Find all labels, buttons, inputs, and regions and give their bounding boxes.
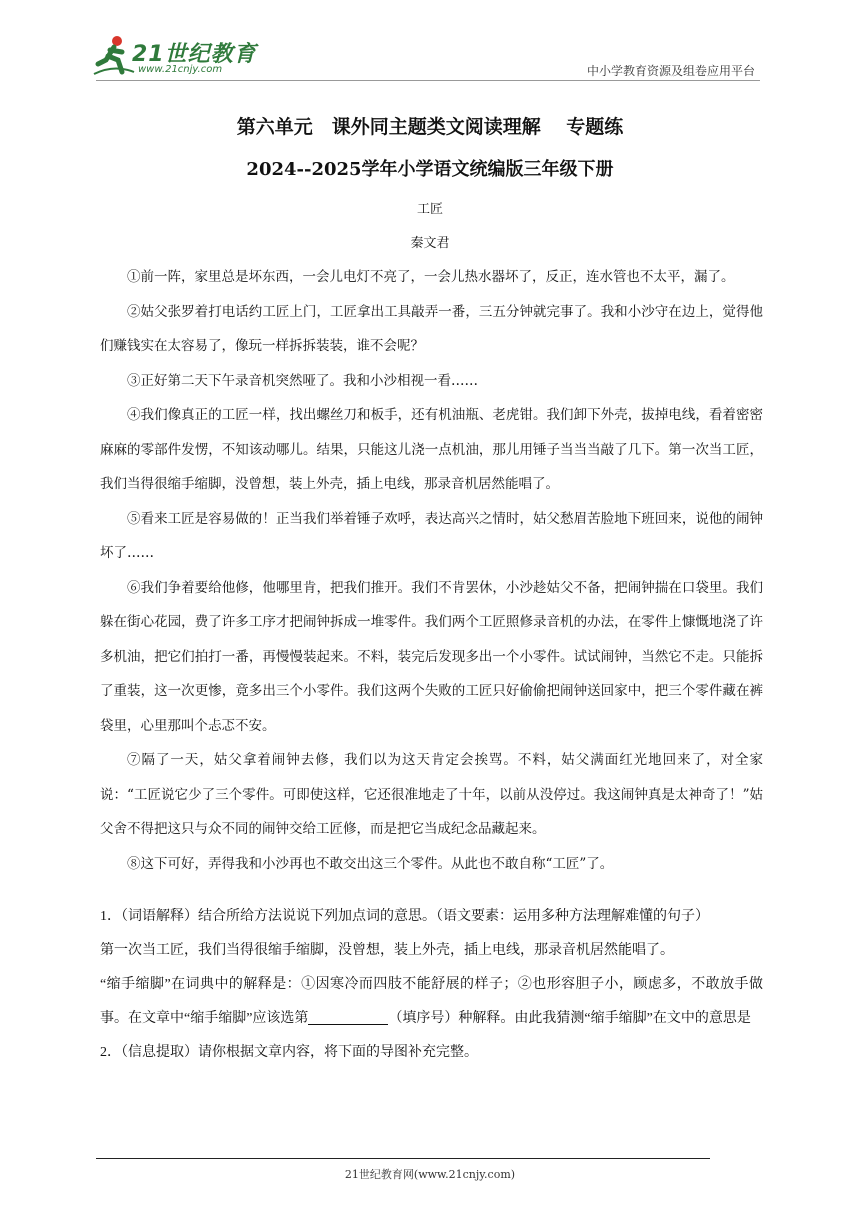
footer-text: 21世纪教育网(www.21cnjy.com) — [344, 1168, 516, 1181]
article-paragraph: ④我们像真正的工匠一样，找出螺丝刀和板手，还有机油瓶、老虎钳。我们卸下外壳，拔掉电线，看着密密麻麻的零部件发愣，不知该动哪儿。结果，只能这儿浇一点机油，那儿用锤子当当当敲了几下。第一次当工匠，我们当得很缩手缩脚，没曾想，装上外壳，插上电线，那录音机居然能唱了。 — [100, 407, 763, 492]
questions-section — [100, 900, 763, 1070]
page-title: 第六单元 课外同主题类文阅读理解 专题练 — [236, 116, 624, 138]
answer-blank[interactable] — [308, 1010, 388, 1025]
article-paragraph: ⑤看来工匠是容易做的！正当我们举着锤子欢呼，表达高兴之情时，姑父愁眉苦脸地下班回来，说他的闹钟坏了…… — [100, 510, 763, 561]
article-paragraph: ②姑父张罗着打电话约工匠上门，工匠拿出工具敲弄一番，三五分钟就完事了。我和小沙守在边上，觉得他们赚钱实在太容易了，像玩一样拆拆装装，谁不会呢？ — [100, 303, 763, 354]
page-subtitle: 2024--2025学年小学语文统编版三年级下册 — [246, 159, 614, 180]
definition-text-cont: （填序号）种解释。由此我猜测“缩手缩脚”在文中的意思是 — [388, 1011, 751, 1026]
question-1-definition — [100, 968, 763, 1036]
logo-url: www.21cnjy.com — [138, 64, 223, 75]
platform-label: 中小学教育资源及组卷应用平台 — [586, 64, 755, 78]
article-paragraph: ⑦隔了一天，姑父拿着闹钟去修，我们以为这天肯定会挨骂。不料，姑父满面红光地回来了，对全家说：“工匠说它少了三个零件。可即使这样，它还很准地走了十年，以前从没停过。我这闹钟真是太神奇了！”姑父舍不得把这只与众不同的闹钟交给工匠修，而是把它当成纪念品藏起来。 — [100, 752, 763, 837]
footer-divider — [96, 1158, 710, 1159]
article-paragraph: ③正好第二天下午录音机突然哑了。我和小沙相视一看…… — [127, 372, 478, 389]
definition-text: “缩手缩脚”在词典中的解释是：①因寒冷而四肢不能舒展的样子；②也形容胆子小，顾虑多，不敢放手做事。在文章中“缩手缩脚”应该选第 — [100, 977, 763, 1026]
article-paragraph: ①前一阵，家里总是坏东西，一会儿电灯不亮了，一会儿热水器坏了，反正，连水管也不太平，漏了。 — [127, 269, 735, 285]
header-divider — [96, 80, 760, 81]
logo — [92, 34, 262, 78]
article-title: 工匠 — [416, 202, 443, 217]
article-body — [100, 260, 763, 881]
article-paragraph: ⑧这下可好，弄得我和小沙再也不敢交出这三个零件。从此也不敢自称“工匠”了。 — [127, 855, 614, 872]
page-header — [0, 0, 860, 90]
runner-logo-icon — [92, 34, 136, 78]
question-2-stem: 2．（信息提取）请你根据文章内容，将下面的导图补充完整。 — [100, 1045, 478, 1060]
logo-text: 21世纪教育 — [132, 42, 257, 67]
question-1-sentence: 第一次当工匠，我们当得很缩手缩脚，没曾想，装上外壳，插上电线，那录音机居然能唱了。 — [100, 943, 674, 958]
article-author: 秦文君 — [410, 236, 450, 251]
question-1-stem: 1．（词语解释）结合所给方法说说下列加点词的意思。（语文要素：运用多种方法理解难懂的句子） — [100, 909, 709, 924]
article-paragraph: ⑥我们争着要给他修，他哪里肯，把我们推开。我们不肯罢休，小沙趁姑父不备，把闹钟揣在口袋里。我们躲在街心花园，费了许多工序才把闹钟拆成一堆零件。我们两个工匠照修录音机的办法，在零件上慷慨地浇了许多机油，把它们拍打一番，再慢慢装起来。不料，装完后发现多出一个小零件。试试闹钟，当然它不走。只能拆了重装，这一次更惨，竟多出三个小零件。我们这两个失败的工匠只好偷偷把闹钟送回家中，把三个零件藏在裤袋里，心里那叫个忐忑不安。 — [100, 579, 763, 734]
